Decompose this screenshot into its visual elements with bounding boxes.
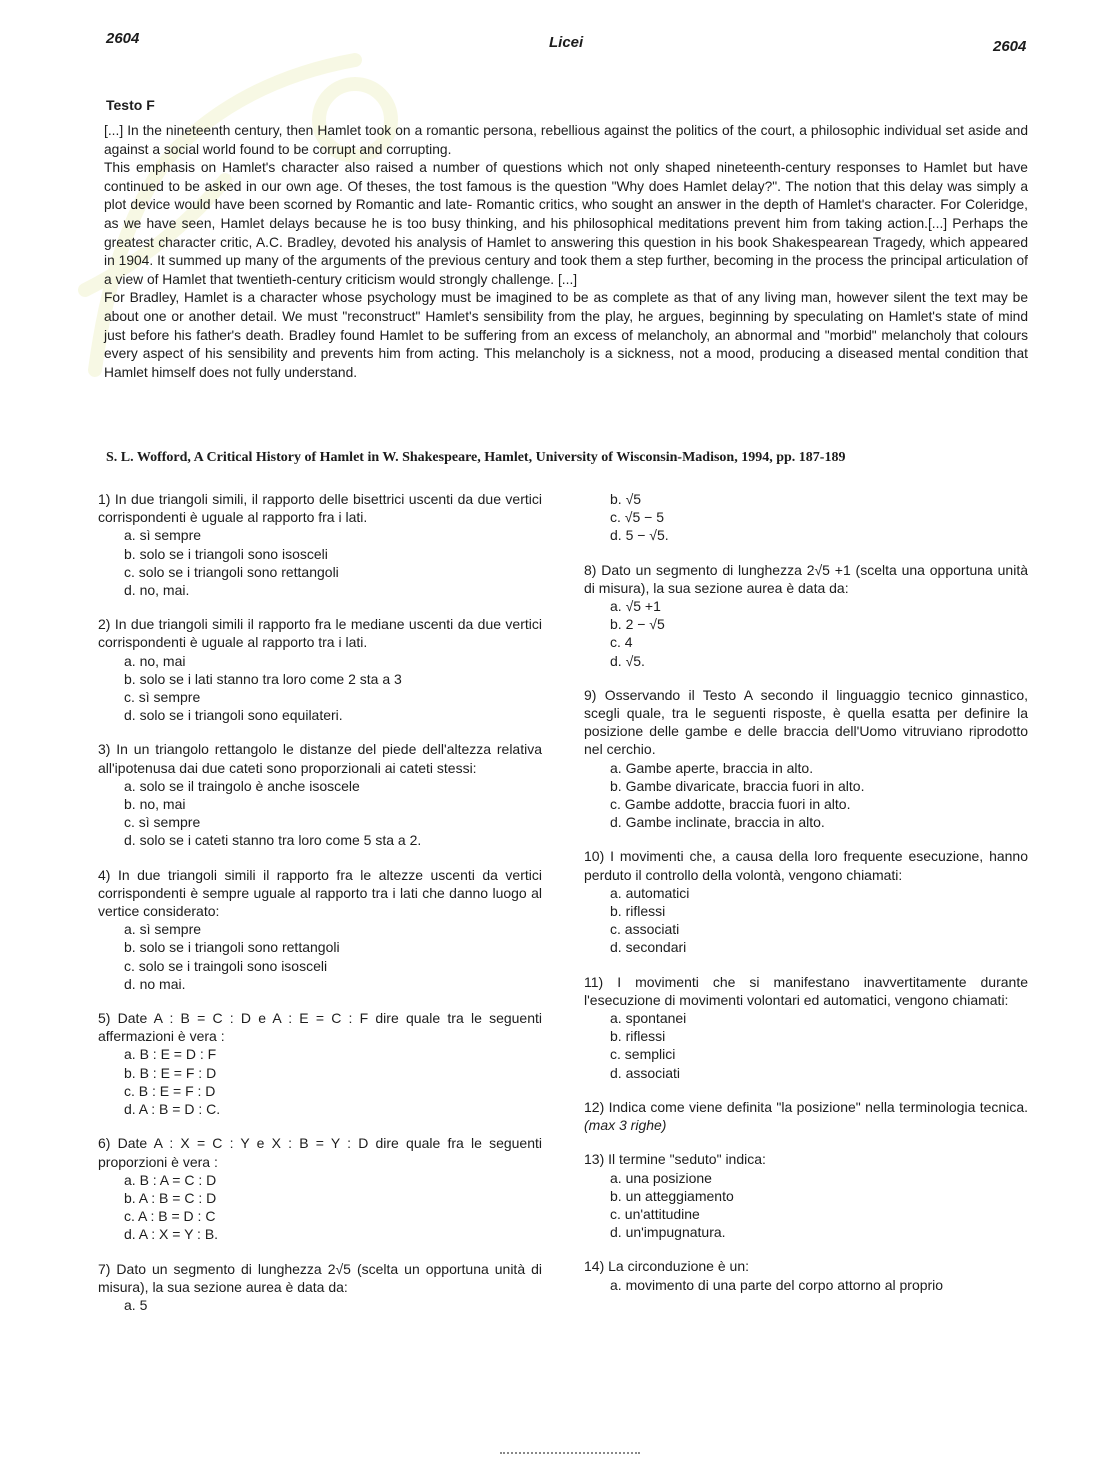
testo-body [104, 122, 1028, 382]
answer-option: c. √5 − 5 [610, 509, 664, 526]
answer-option: a. sì sempre [124, 921, 202, 938]
question-label: 11) I movimenti che si manifestano inavvertitamente durante l'esecuzione di movimenti volontari ed automatici, vengono chiamati: [584, 973, 1028, 1008]
question-label: 7) Dato un segmento di lunghezza 2√5 (scelta un opportuna unità di misura), la sua sezione aurea è data da: [98, 1260, 542, 1295]
answer-option: a. √5 +1 [610, 598, 661, 615]
questions-column-left [98, 490, 542, 1330]
question-label: 14) La circonduzione è un: [584, 1258, 749, 1275]
answer-option: a. Gambe aperte, braccia in alto. [610, 759, 814, 776]
question-item [584, 1098, 1028, 1134]
answer-option: d. no mai. [124, 975, 186, 992]
answer-option: a. solo se il traingolo è anche isoscele [124, 777, 360, 794]
question-text [584, 1150, 1028, 1168]
question-text [98, 866, 542, 921]
answer-option: d. 5 − √5. [610, 527, 669, 544]
answer-options [98, 1171, 542, 1244]
question-text [584, 1098, 1028, 1134]
answer-option: a. spontanei [610, 1010, 687, 1027]
answer-option: a. automatici [610, 884, 690, 901]
question-label: 3) In un triangolo rettangolo le distanze del piede dell'altezza relativa all'ipotenusa dai due cateti sono proporzionali ai cateti stessi: [98, 741, 542, 776]
answer-option: d. no, mai. [124, 582, 190, 599]
question-item [584, 973, 1028, 1082]
page-number-right: 2604 [993, 38, 1027, 55]
question-label: 1) In due triangoli simili, il rapporto delle bisettrici uscenti da due vertici corrispondenti è uguale al rapporto fra i lati. [98, 491, 542, 526]
answer-option: b. riflessi [610, 903, 666, 920]
question-7-options-continued [584, 490, 1028, 545]
page-number-left: 2604 [106, 30, 140, 47]
question-item [98, 1260, 542, 1315]
answer-option: c. Gambe addotte, braccia fuori in alto. [610, 796, 851, 813]
question-text [584, 847, 1028, 883]
question-note: (max 3 righe) [584, 1117, 667, 1134]
question-text [98, 1260, 542, 1296]
answer-option: c. sì sempre [124, 689, 201, 706]
answer-option: c. B : E = F : D [124, 1082, 216, 1099]
testo-paragraph: For Bradley, Hamlet is a character whose psychology must be imagined to be as complete as that of any living man, however silent the text may be about one or another detail. We must "reconstruct" Hamlet's sensibility from the play, he argues, beginning by speculating on Hamlet's state of mind just before his father's death. Bradley found Hamlet to be suffering from an excess of melancholy, an abnormal and "morbid" melancholy that colours every aspect of his sensibility and prevents him from acting. This melancholy is a sickness, not a mood, producing a diseased mental condition that Hamlet himself does not fully understand. [104, 290, 1028, 380]
question-label: 10) I movimenti che, a causa della loro frequente esecuzione, hanno perduto il controllo della volontà, vengono chiamati: [584, 848, 1028, 883]
answer-option: a. B : E = D : F [124, 1046, 217, 1063]
answer-option: b. A : B = C : D [124, 1189, 217, 1206]
footer-divider [500, 1452, 640, 1458]
question-label: 4) In due triangoli simili il rapporto fra le altezze uscenti da vertici corrispondenti è sempre uguale al rapporto tra i lati che danno luogo al vertice considerato: [98, 866, 542, 920]
question-text [98, 1134, 542, 1170]
answer-option: c. solo se i traingoli sono isosceli [124, 957, 328, 974]
question-item [98, 866, 542, 993]
question-item [584, 847, 1028, 956]
answer-options [584, 884, 1028, 957]
answer-option: d. solo se i triangoli sono equilateri. [124, 707, 343, 724]
answer-option: c. solo se i triangoli sono rettangoli [124, 563, 339, 580]
answer-option: d. Gambe inclinate, braccia in alto. [610, 814, 825, 831]
question-text [584, 973, 1028, 1009]
question-item [584, 561, 1028, 670]
answer-option: c. sì sempre [124, 814, 201, 831]
answer-options [98, 652, 542, 725]
answer-option: d. secondari [610, 939, 687, 956]
question-text [584, 686, 1028, 759]
question-label: 5) Date A : B = C : D e A : E = C : F dire quale tra le seguenti affermazioni è vera : [98, 1010, 542, 1045]
answer-option: b. riflessi [610, 1028, 666, 1045]
answer-option: d. associati [610, 1064, 681, 1081]
answer-options [98, 777, 542, 850]
questions-column-right [584, 490, 1028, 1310]
question-text [584, 561, 1028, 597]
answer-option: b. solo se i triangoli sono isosceli [124, 545, 328, 562]
answer-option: d. A : X = Y : B. [124, 1226, 219, 1243]
answer-option: b. un atteggiamento [610, 1187, 734, 1204]
question-item [584, 686, 1028, 832]
question-label: 12) Indica come viene definita "la posizione" nella terminologia tecnica. [584, 1098, 1028, 1115]
answer-option: b. no, mai [124, 796, 186, 813]
answer-option: a. 5 [124, 1296, 148, 1313]
question-label: 2) In due triangoli simili il rapporto fra le mediane uscenti da due vertici corrispondenti è uguale al rapporto tra i lati. [98, 616, 542, 651]
question-item [98, 1009, 542, 1118]
question-item [98, 490, 542, 599]
question-label: 9) Osservando il Testo A secondo il linguaggio tecnico ginnastico, scegli quale, tra le seguenti risposte, è quella esatta per definire la posizione delle gambe e delle braccia dell'Uomo vitruviano riprodotto nel cerchio. [584, 686, 1028, 758]
answer-options [98, 526, 542, 599]
answer-option: d. un'impugnatura. [610, 1224, 726, 1241]
answer-option: d. A : B = D : C. [124, 1101, 221, 1118]
answer-options [584, 1169, 1028, 1242]
answer-options [584, 1276, 1028, 1294]
answer-options [98, 1296, 542, 1314]
answer-options [584, 759, 1028, 832]
question-item [98, 615, 542, 724]
answer-options [584, 1009, 1028, 1082]
question-label: 13) Il termine "seduto" indica: [584, 1151, 766, 1168]
answer-option: c. associati [610, 921, 680, 938]
answer-option: a. no, mai [124, 652, 186, 669]
answer-option: c. semplici [610, 1046, 676, 1063]
answer-option: b. Gambe divaricate, braccia fuori in alto. [610, 777, 865, 794]
answer-option: b. solo se i triangoli sono rettangoli [124, 939, 340, 956]
testo-title: Testo F [106, 97, 155, 113]
testo-paragraph: [...] In the nineteenth century, then Hamlet took on a romantic persona, rebellious against the politics of the court, a philosophic individual set aside and against a social world found to be corrupt and corrupting. [104, 123, 1028, 157]
citation: S. L. Wofford, A Critical History of Hamlet in W. Shakespeare, Hamlet, University of Wisconsin-Madison, 1994, pp. 187-189 [106, 450, 846, 465]
question-text [98, 740, 542, 776]
question-item [98, 1134, 542, 1243]
answer-option: a. una posizione [610, 1169, 712, 1186]
answer-option: d. √5. [610, 652, 645, 669]
question-item [584, 1257, 1028, 1293]
answer-options [98, 920, 542, 993]
answer-option: b. 2 − √5 [610, 616, 665, 633]
question-text [98, 1009, 542, 1045]
answer-option: b. B : E = F : D [124, 1064, 217, 1081]
answer-options [584, 597, 1028, 670]
answer-option: c. A : B = D : C [124, 1208, 216, 1225]
question-item [584, 1150, 1028, 1241]
answer-option: b. solo se i lati stanno tra loro come 2 sta a 3 [124, 670, 402, 687]
answer-option: a. sì sempre [124, 527, 202, 544]
answer-option: c. 4 [610, 634, 633, 651]
question-text [98, 615, 542, 651]
question-text [584, 1257, 1028, 1275]
answer-option: b. √5 [610, 491, 642, 507]
question-text [98, 490, 542, 526]
question-label: 6) Date A : X = C : Y e X : B = Y : D dire quale fra le seguenti proporzioni è vera : [98, 1135, 542, 1170]
answer-option: a. B : A = C : D [124, 1171, 217, 1188]
answer-options [98, 1045, 542, 1118]
answer-option: c. un'attitudine [610, 1205, 700, 1222]
question-label: 8) Dato un segmento di lunghezza 2√5 +1 (scelta una opportuna unità di misura), la sua sezione aurea è data da: [584, 561, 1028, 596]
answer-option: d. solo se i cateti stanno tra loro come 5 sta a 2. [124, 832, 422, 849]
section-header: Licei [549, 34, 584, 51]
testo-paragraph: This emphasis on Hamlet's character also raised a number of questions which not only shaped nineteenth-century responses to Hamlet but have continued to be asked in our own age. Of theses, the tost famous is the question "Why does Hamlet delay?". The notion that this delay was simply a plot device would have been scorned by Romantic and late- Romantic critics, who sought an answer in the depth of Hamlet's character. For Coleridge, as we have seen, Hamlet delays because he is too busy thinking, and his philosophical meditations prevent him from taking action.[...] Perhaps the greatest character critic, A.C. Bradley, devoted his analysis of Hamlet to answering this question in his book Shakespearean Tragedy, which appeared in 1904. It summed up many of the arguments of the previous century and took them a step further, becoming in the process the principal articulation of a view of Hamlet that twentieth-century criticism would strongly challenge. [...] [104, 160, 1028, 287]
question-item [98, 740, 542, 849]
answer-option: a. movimento di una parte del corpo attorno al proprio [610, 1276, 944, 1293]
